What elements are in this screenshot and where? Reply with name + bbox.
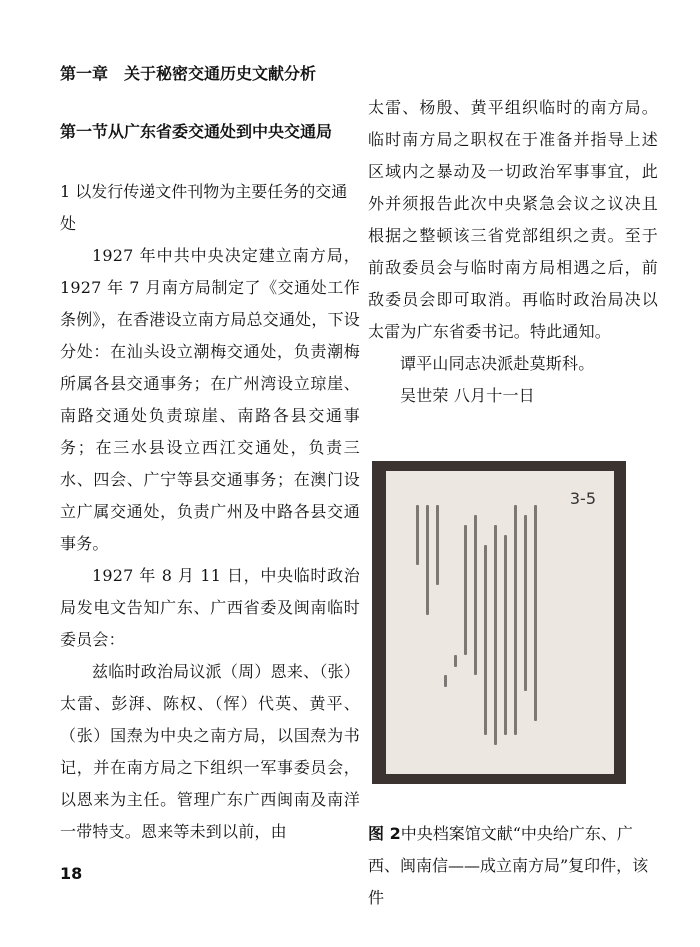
section-title: 第一节从广东省委交通处到中央交通局 bbox=[60, 122, 333, 141]
figure-caption-text: 中央档案馆文献“中央给广东、广西、闽南信——成立南方局”复印件，该件 bbox=[368, 824, 649, 907]
paragraph: 兹临时政治局议派（周）恩来、（张）太雷、彭湃、陈权、（恽）代英、黄平、（张）国焘为中央之南方局，以国焘为书记，并在南方局之下组织一军事委员会，以恩来为主任。管理广东广西闽南及南洋一带特支。恩来等未到以前，由 bbox=[60, 662, 360, 841]
archival-document-photo bbox=[372, 461, 626, 784]
paragraph: 谭平山同志决派赴莫斯科。 bbox=[400, 354, 595, 373]
paragraph: 吴世荣 八月十一日 bbox=[400, 386, 535, 405]
paragraph: 1927 年中共中央决定建立南方局，1927 年 7 月南方局制定了《交通处工作条例》，在香港设立南方局总交通处，下设分处：在汕头设立潮梅交通处，负责潮梅所属各县交通事务；在广州湾设立琼崖、南路交通处负责琼崖、南路各县交通事务；在三水县设立西江交通处，负责三水、四会、广宁等县交通事务；在澳门设立广属交通处，负责广州及中路各县交通事务。 bbox=[60, 246, 360, 553]
subheading: 1 以发行传递文件刊物为主要任务的交通处 bbox=[60, 182, 348, 233]
corner-tag: 3-5 bbox=[569, 489, 596, 508]
page-number: 18 bbox=[60, 864, 83, 883]
chapter-title: 第一章 关于秘密交通历史文献分析 bbox=[60, 64, 317, 83]
handwritten-lines bbox=[416, 505, 574, 744]
photo-paper bbox=[386, 471, 614, 774]
right-column bbox=[368, 92, 658, 412]
figure-label: 图 2 bbox=[368, 824, 401, 843]
figure-caption bbox=[368, 818, 658, 914]
paragraph: 1927 年 8 月 11 日，中央临时政治局发电文告知广东、广西省委及闽南临时委员会： bbox=[60, 566, 360, 649]
paragraph: 太雷、杨殷、黄平组织临时的南方局。临时南方局之职权在于准备并指导上述区域内之暴动及一切政治军事事宜，此外并须报告此次中央紧急会议之议决且根据之整顿该三省党部组织之责。至于前敌委员会与临时南方局相遇之后，前敌委员会即可取消。再临时政治局决以太雷为广东省委书记。特此通知。 bbox=[368, 98, 658, 341]
left-column bbox=[60, 62, 360, 848]
